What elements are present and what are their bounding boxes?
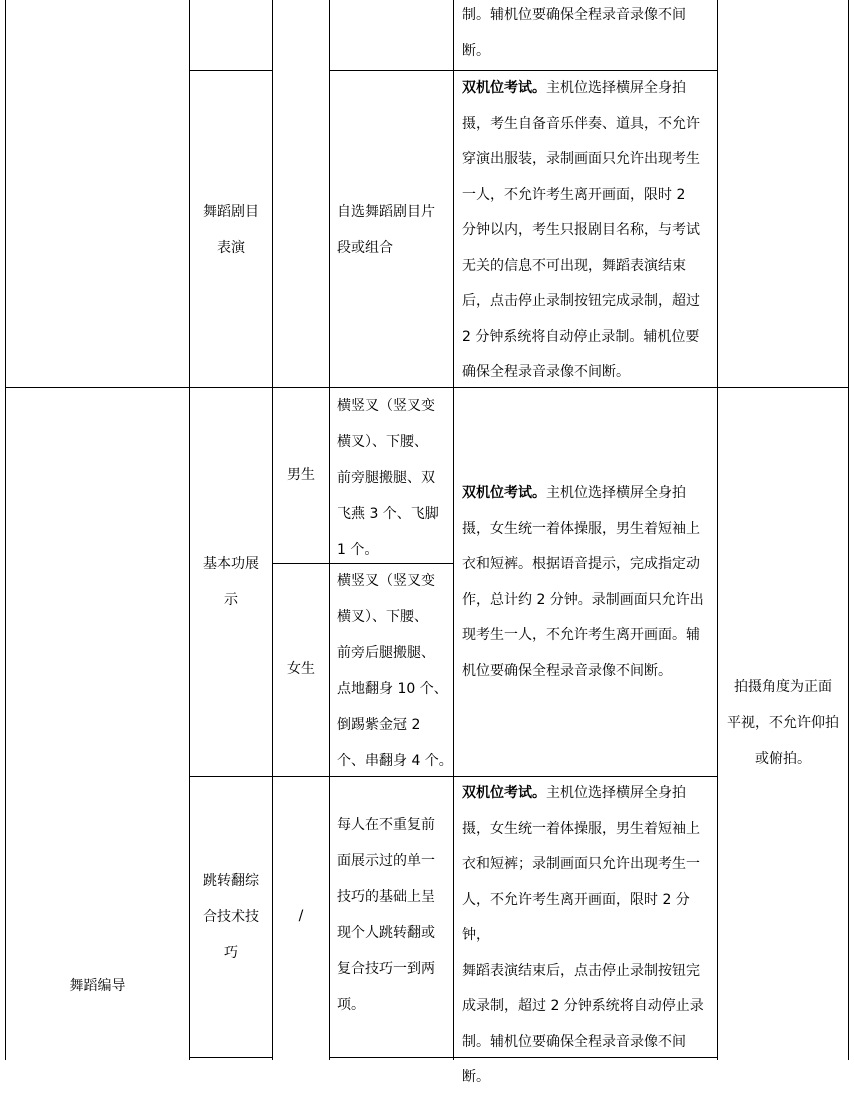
basic-skills-requirement-text: 主机位选择横屏全身拍 摄，女生统一着体操服，男生着短袖上 衣和短裤。根据语音提示，完成指定动 作，总计约 2 分钟。录制画面只允许出 现考生一人，不允许考生离开画面。辅 机位要确保全程录音录像不间断。 <box>462 485 704 679</box>
dance-drama-requirement-text: 主机位选择横屏全身拍 摄，考生自备音乐伴奏、道具，不允许 穿演出服装，录制画面只允许出现考生 一人，不允许考生离开画面，限时 2 分钟以内，考生只报剧目名称，与考试 无关的信息不可出现，舞蹈表演结束 后，点击停止录制按钮完成录制，超过 2 分钟系统将自动停止录制。辅机位要 确保全程录音录像不间断。 <box>462 80 700 380</box>
basic-skills-requirement-bold: 双机位考试。 <box>462 485 546 501</box>
table-border-right <box>848 0 849 1060</box>
jump-turn-gender: / <box>298 908 304 924</box>
male-content: 横竖叉（竖叉变 横叉）、下腰、 前旁腿搬腿、双 飞燕 3 个、飞脚 1 个。 <box>337 398 439 558</box>
dance-drama-item: 舞蹈剧目 表演 <box>203 204 259 256</box>
dance-drama-requirement-bold: 双机位考试。 <box>462 80 546 96</box>
female-label: 女生 <box>287 661 315 677</box>
top-row-requirement-tail: 制。辅机位要确保全程录音录像不间 断。 <box>462 7 686 59</box>
basic-skills-requirement <box>462 476 714 689</box>
jump-turn-requirement-bold: 双机位考试。 <box>462 785 546 801</box>
row-line-jump-bottom-item <box>189 1057 273 1058</box>
table-border-left <box>5 0 6 1060</box>
column-line-gender-right <box>329 0 330 1060</box>
jump-turn-content: 每人在不重复前 面展示过的单一 技巧的基础上呈 现个人跳转翻或 复合技巧一到两 项。 <box>337 817 435 1013</box>
jump-turn-item: 跳转翻综 合技术技 巧 <box>203 873 259 961</box>
shooting-angle-note: 拍摄角度为正面 平视，不允许仰拍 或俯拍。 <box>727 679 839 767</box>
dance-drama-requirement <box>462 71 714 391</box>
column-line-content-right <box>453 0 454 1060</box>
male-label: 男生 <box>287 467 315 483</box>
jump-turn-requirement-text: 主机位选择横屏全身拍 摄，女生统一着体操服，男生着短袖上 衣和短裤；录制画面只允许出现考生一 人，不允许考生离开画面，限时 2 分钟， 舞蹈表演结束后，点击停止录制按钮完 成录制，超过 2 分钟系统将自动停止录 制。辅机位要确保全程录音录像不间 断。 <box>462 785 704 1085</box>
basic-skills-item: 基本功展 示 <box>203 556 259 608</box>
jump-turn-requirement <box>462 776 714 1096</box>
female-content: 横竖叉（竖叉变 横叉）、下腰、 前旁后腿搬腿、 点地翻身 10 个、 倒踢紫金冠 2 个、串翻身 4 个。 <box>337 573 453 769</box>
row-line-drama-top <box>189 70 273 71</box>
dance-drama-content: 自选舞蹈剧目片 段或组合 <box>337 204 435 256</box>
major-name: 舞蹈编导 <box>69 978 126 994</box>
column-line-req-right <box>717 0 718 1060</box>
